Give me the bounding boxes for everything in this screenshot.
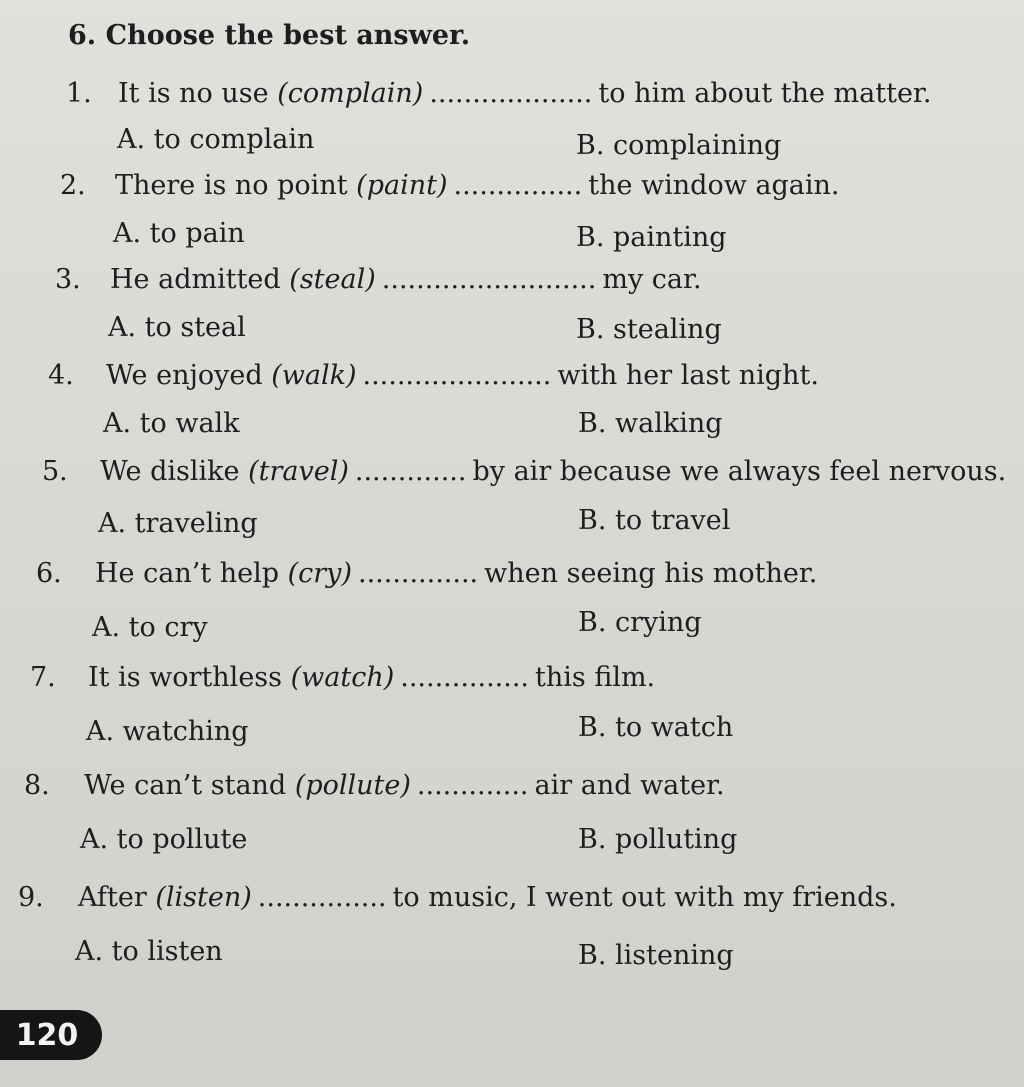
option-a: A. to walk <box>103 408 240 439</box>
stem-text: He admitted <box>110 264 281 295</box>
option-b: B. to watch <box>578 712 734 743</box>
question-number: 7. <box>30 662 56 693</box>
verb-hint: (pollute) <box>294 770 411 801</box>
stem-text: There is no point <box>115 170 348 201</box>
page-number: 120 <box>15 1017 79 1053</box>
option-b: B. polluting <box>578 824 738 855</box>
question-number: 6. <box>36 558 62 589</box>
option-b: B. listening <box>578 940 734 971</box>
question-stem <box>88 664 655 691</box>
stem-text: He can’t help <box>95 558 280 589</box>
stem-rest: to him about the matter. <box>598 78 932 109</box>
option-b: B. to travel <box>578 505 731 536</box>
answer-blank: ............. <box>416 770 529 801</box>
exercise-heading: 6. Choose the best answer. <box>68 20 471 51</box>
question-number: 5. <box>42 456 68 487</box>
question-number: 4. <box>48 360 74 391</box>
question-number: 8. <box>24 770 50 801</box>
answer-blank: ...................... <box>362 360 552 391</box>
question-number: 3. <box>55 264 81 295</box>
stem-rest: with her last night. <box>557 360 819 391</box>
question-number: 9. <box>18 882 44 913</box>
option-b: B. crying <box>578 607 702 638</box>
stem-rest: to music, I went out with my friends. <box>392 882 897 913</box>
option-a: A. to listen <box>75 936 223 967</box>
verb-hint: (paint) <box>356 170 448 201</box>
question-number: 2. <box>60 170 86 201</box>
answer-blank: ............... <box>257 882 387 913</box>
stem-text: We enjoyed <box>106 360 263 391</box>
option-a: A. to complain <box>117 124 315 155</box>
answer-blank: ............. <box>354 456 467 487</box>
verb-hint: (steal) <box>289 264 376 295</box>
option-b: B. painting <box>576 222 727 253</box>
verb-hint: (watch) <box>290 662 395 693</box>
option-b: B. stealing <box>576 314 722 345</box>
question-stem <box>118 80 931 107</box>
option-a: A. to pollute <box>80 824 248 855</box>
stem-rest: when seeing his mother. <box>484 558 818 589</box>
question-stem <box>78 884 897 911</box>
question-stem <box>115 172 840 199</box>
option-a: A. to steal <box>108 312 246 343</box>
answer-blank: .............. <box>357 558 479 589</box>
stem-text: It is no use <box>118 78 269 109</box>
stem-text: It is worthless <box>88 662 283 693</box>
question-stem <box>110 266 702 293</box>
verb-hint: (travel) <box>248 456 349 487</box>
question-stem <box>95 560 817 587</box>
option-a: A. traveling <box>98 508 258 539</box>
option-a: A. to pain <box>113 218 245 249</box>
verb-hint: (listen) <box>155 882 252 913</box>
stem-rest: the window again. <box>588 170 840 201</box>
option-a: A. watching <box>86 716 249 747</box>
verb-hint: (walk) <box>271 360 357 391</box>
stem-rest: my car. <box>602 264 702 295</box>
page-number-badge <box>0 1010 102 1060</box>
option-b: B. walking <box>578 408 723 439</box>
option-b: B. complaining <box>576 130 782 161</box>
answer-blank: ......................... <box>381 264 597 295</box>
verb-hint: (complain) <box>277 78 424 109</box>
answer-blank: ............... <box>400 662 529 693</box>
question-number: 1. <box>66 78 92 109</box>
stem-text: We can’t stand <box>84 770 287 801</box>
stem-text: We dislike <box>100 456 240 487</box>
verb-hint: (cry) <box>287 558 352 589</box>
question-stem <box>106 362 819 389</box>
answer-blank: ............... <box>453 170 583 201</box>
answer-blank: ................... <box>429 78 593 109</box>
stem-rest: this film. <box>535 662 656 693</box>
option-a: A. to cry <box>92 612 208 643</box>
question-stem <box>100 458 1006 485</box>
stem-rest: by air because we always feel nervous. <box>472 456 1007 487</box>
stem-text: After <box>78 882 147 913</box>
question-stem <box>84 772 725 799</box>
stem-rest: air and water. <box>534 770 725 801</box>
